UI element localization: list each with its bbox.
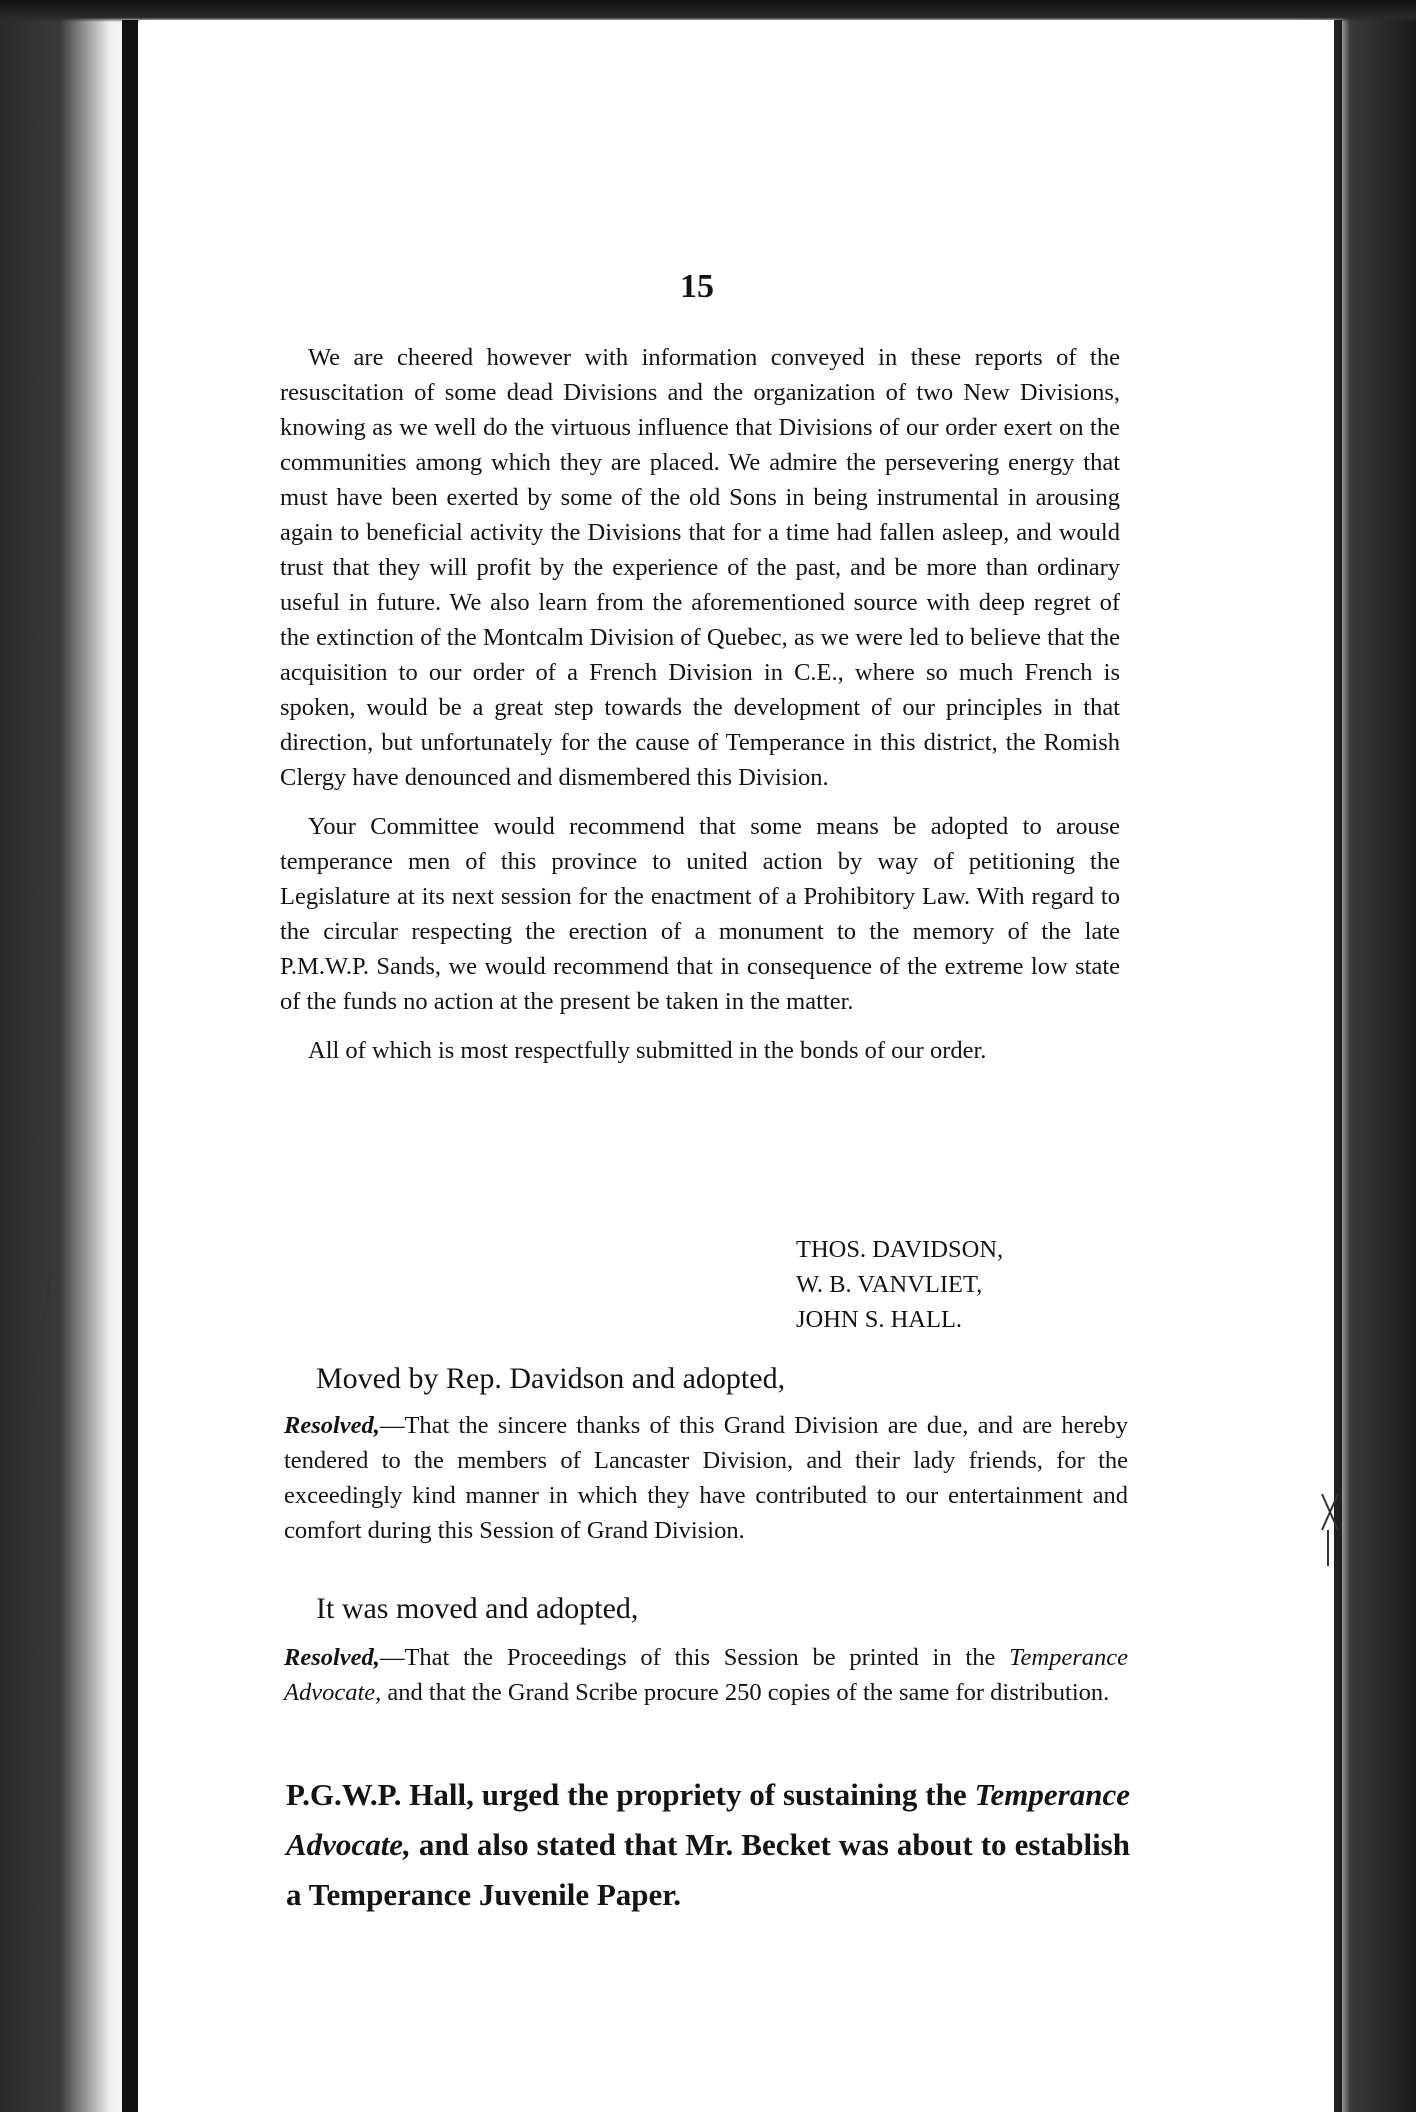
page-right-edge (1334, 20, 1342, 2112)
report-paragraph: Your Committee would recommend that some means be adopted to arouse temperance men of this province to united action by way of petitioning the Legislature at its next session for the enactment of a Prohibitory Law. With regard to the circular respecting the erection of a monument to the memory of the late P.M.W.P. Sands, we would recommend that in consequence of the extreme low state of the funds no action at the present be taken in the matter. (280, 813, 1120, 1015)
signature: W. B. VANVLIET, (796, 1271, 983, 1298)
closing-text: P.G.W.P. Hall, urged the propriety of sustaining the (286, 1777, 975, 1812)
resolution (284, 1408, 1128, 1548)
report-paragraph: All of which is most respectfully submitted in the bonds of our order. (308, 1037, 987, 1064)
signature: THOS. DAVIDSON, (796, 1236, 1004, 1263)
motion-heading: Moved by Rep. Davidson and adopted, (316, 1362, 786, 1395)
resolution-text: —That the sincere thanks of this Grand Division are due, and are hereby tendered to the members of Lancaster Division, and their lady friends, for the exceedingly kind manner in which they have contributed to our entertainment and comfort during this Session of Grand Division. (284, 1412, 1128, 1544)
book-spine-shadow (122, 20, 138, 2112)
closing-text: and also stated that Mr. Becket was about to establish a Temperance Juvenile Paper. (286, 1827, 1130, 1912)
scan-top-border (0, 0, 1416, 22)
committee-report (280, 340, 1120, 1082)
page-number: 15 (680, 268, 714, 305)
signature: JOHN S. HALL. (796, 1306, 963, 1333)
publication-title: Temperance Advocate, (286, 1777, 1130, 1862)
motion-heading: It was moved and adopted, (316, 1592, 639, 1625)
margin-bracket-mark (1316, 1490, 1346, 1570)
resolution-text: and that the Grand Scribe procure 250 copies of the same for distribution. (381, 1679, 1110, 1706)
report-paragraph: We are cheered however with information conveyed in these reports of the resuscitation of some dead Divisions and the organization of two New Divisions, knowing as we well do the virtuous influence that Divisions of our order exert on the communities among which they are placed. We admire the persevering energy that must have been exerted by some of the old Sons in being instrumental in arousing again to beneficial activity the Divisions that for a time had fallen asleep, and would trust that they will profit by the experience of the past, and be more than ordinary useful in future. We also learn from the aforementioned source with deep regret of the extinction of the Montcalm Division of Quebec, as we were led to believe that the acquisition to our order of a French Division in C.E., where so much French is spoken, would be a great step towards the development of our principles in that direction, but unfortunately for the cause of Temperance in this district, the Romish Clergy have denounced and dismembered this Division. (280, 344, 1120, 791)
margin-pencil-mark (18, 1270, 58, 1410)
publication-title: Temperance Advocate, (284, 1644, 1128, 1706)
resolution (284, 1640, 1128, 1710)
resolution-lead: Resolved, (284, 1412, 380, 1439)
closing-statement (286, 1770, 1130, 1920)
resolution-lead: Resolved, (284, 1644, 380, 1671)
resolution-text: —That the Proceedings of this Session be printed in the (379, 1644, 1010, 1671)
signature-block (796, 1232, 1003, 1337)
